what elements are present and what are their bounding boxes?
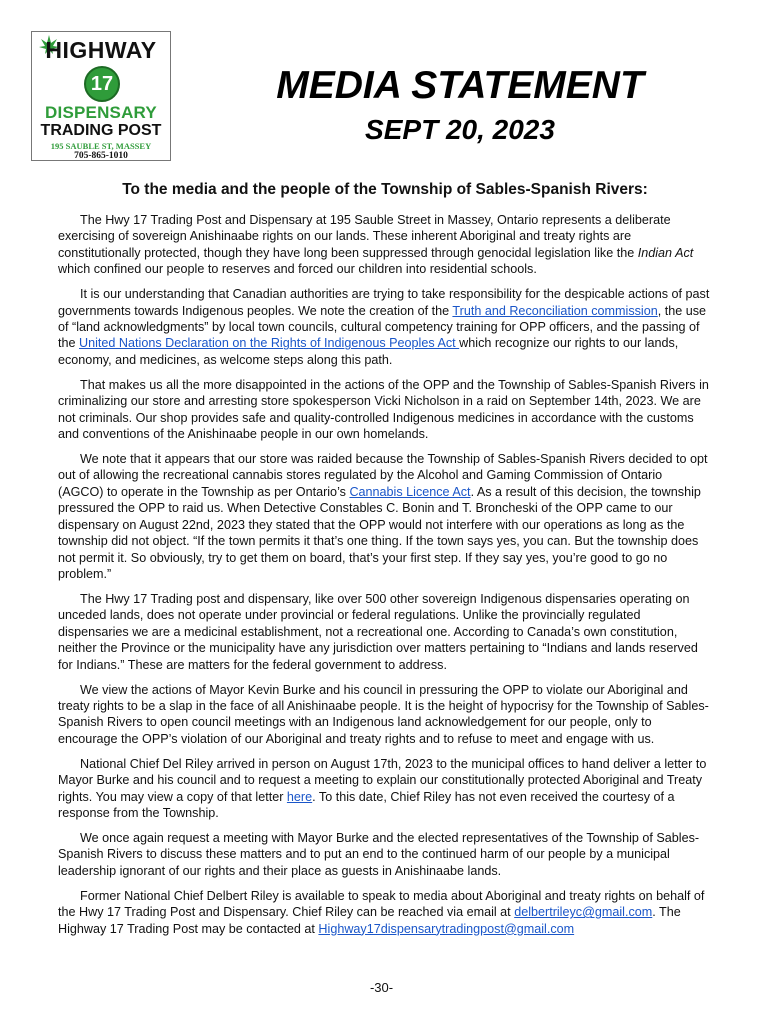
undrip-act-link[interactable]: United Nations Declaration on the Rights of Indigenous Peoples Act — [79, 336, 460, 351]
logo-trading-post-text: TRADING POST — [40, 122, 162, 139]
logo-route-number: 17 — [84, 66, 120, 102]
cannabis-licence-act-link[interactable]: Cannabis Licence Act — [349, 484, 471, 499]
letter-here-link[interactable]: here — [286, 789, 313, 804]
riley-email-link[interactable]: delbertrileyc@gmail.com — [514, 905, 653, 920]
paragraph-9: Former National Chief Delbert Riley is available to speak to media about Aboriginal and treaty rights on behalf of the Hwy 17 Trading Post and Dispensary. Chief Riley can be reached via email at delbertrileyc@gmail.com. The Highway 17 Trading Post may be contacted at Highway17dispensarytradingpost@gmail.com — [58, 888, 705, 936]
salutation-heading: To the media and the people of the Township of Sables-Spanish Rivers: — [122, 181, 648, 198]
dispensary-logo — [31, 31, 171, 161]
logo-dispensary-text: DISPENSARY — [45, 103, 157, 122]
dispensary-email-link[interactable]: Highway17dispensarytradingpost@gmail.com — [318, 921, 575, 936]
logo-phone: 705-865-1010 — [74, 151, 128, 161]
paragraph-2: It is our understanding that Canadian authorities are trying to take responsibility for the despicable actions of past governments towards Indigenous peoples. We note the creation of the Truth and Reconciliation commission, the use of “land acknowledgments” by local town councils, cultural competency training for OPP officers, and the passing of the United Nations Declaration on the Rights of Indigenous Peoples Act which recognize our rights to our lands, economy, and medicines, as welcome steps along this path. — [58, 287, 710, 367]
statement-date: SEPT 20, 2023 — [365, 114, 555, 145]
indian-act-title: Indian Act — [637, 245, 694, 260]
trc-link[interactable]: Truth and Reconciliation commission — [452, 303, 658, 318]
paragraph-4: We note that it appears that our store was raided because the Township of Sables-Spanish Rivers decided to opt out of allowing the recreational cannabis stores regulated by the Alcohol and Gaming Commission of Ontario (AGCO) to operate in the Township as per Ontario’s Cannabis Licence Act. As a result of this decision, the township pressured the OPP to raid us. When Detective Constables C. Bonin and T. Broncheski of the OPP came to our dispensary on August 22nd, 2023 they stated that the OPP would not interfere with our operations as long as the township did not object. “If the town permits it that’s one thing. If the town says yes, you can. But the township does not permit it. So obviously, try to get them on board, that’s your first step. If they say yes, you’re good to go no problem.” — [58, 452, 708, 581]
logo-address: 195 SAUBLE ST, MASSEY — [50, 141, 152, 151]
logo-highway-text: HIGHWAY — [45, 37, 157, 63]
paragraph-8: We once again request a meeting with Mayor Burke and the elected representatives of the Township of Sables-Spanish Rivers to discuss these matters and to put an end to the continued harm of our people by a municipal leadership ignorant of our rights and their place as guests in Anishinaabe lands. — [58, 830, 700, 878]
page-title: MEDIA STATEMENT — [276, 64, 644, 107]
statement-body — [58, 212, 710, 946]
paragraph-6: We view the actions of Mayor Kevin Burke and his council in pressuring the OPP to violate our Aboriginal and treaty rights to be a slap in the face of all Anishinaabe people. It is the height of hypocrisy for the Township of Sables-Spanish Rivers to open council meetings with an Indigenous land acknowledgement for our people, only to encourage the OPP’s violation of our Aboriginal and treaty rights and to refuse to meet and engage with us. — [58, 682, 709, 746]
page-number: -30- — [369, 980, 394, 995]
paragraph-1: The Hwy 17 Trading Post and Dispensary at 195 Sauble Street in Massey, Ontario represents a deliberate exercising of sovereign Anishinaabe rights on our lands. These inherent Aboriginal and treaty rights are constitutionally protected, though they have long been suppressed through genocidal legislation like the Indian Act which confined our people to reserves and forced our children into residential schools. — [58, 213, 694, 277]
paragraph-7: National Chief Del Riley arrived in person on August 17th, 2023 to the municipal offices to hand deliver a letter to Mayor Burke and his council and to request a meeting to explain our constitutionally protected Aboriginal and Treaty rights. You may view a copy of that letter here. To this date, Chief Riley has not even received the courtesy of a response from the Township. — [58, 756, 707, 820]
paragraph-5: The Hwy 17 Trading post and dispensary, like over 500 other sovereign Indigenous dispensaries operating on unceded lands, does not operate under provincial or federal regulations. Unlike the provincially regulated dispensaries we are a medicinal establishment, not a recreational one. According to Canada’s own constitution, neither the Province or the municipality have any jurisdiction over matters pertaining to “Indians and lands reserved for Indians.” These are matters for the federal government to address. — [58, 591, 698, 672]
paragraph-3: That makes us all the more disappointed in the actions of the OPP and the Township of Sables-Spanish Rivers in criminalizing our store and arresting store spokesperson Vicki Nicholson in a raid on September 14th, 2023. We are not criminals. Our shop provides safe and quality-controlled Indigenous medicines in accordance with the customs and conventions of the Anishinaabe people in our own homelands. — [58, 377, 709, 442]
